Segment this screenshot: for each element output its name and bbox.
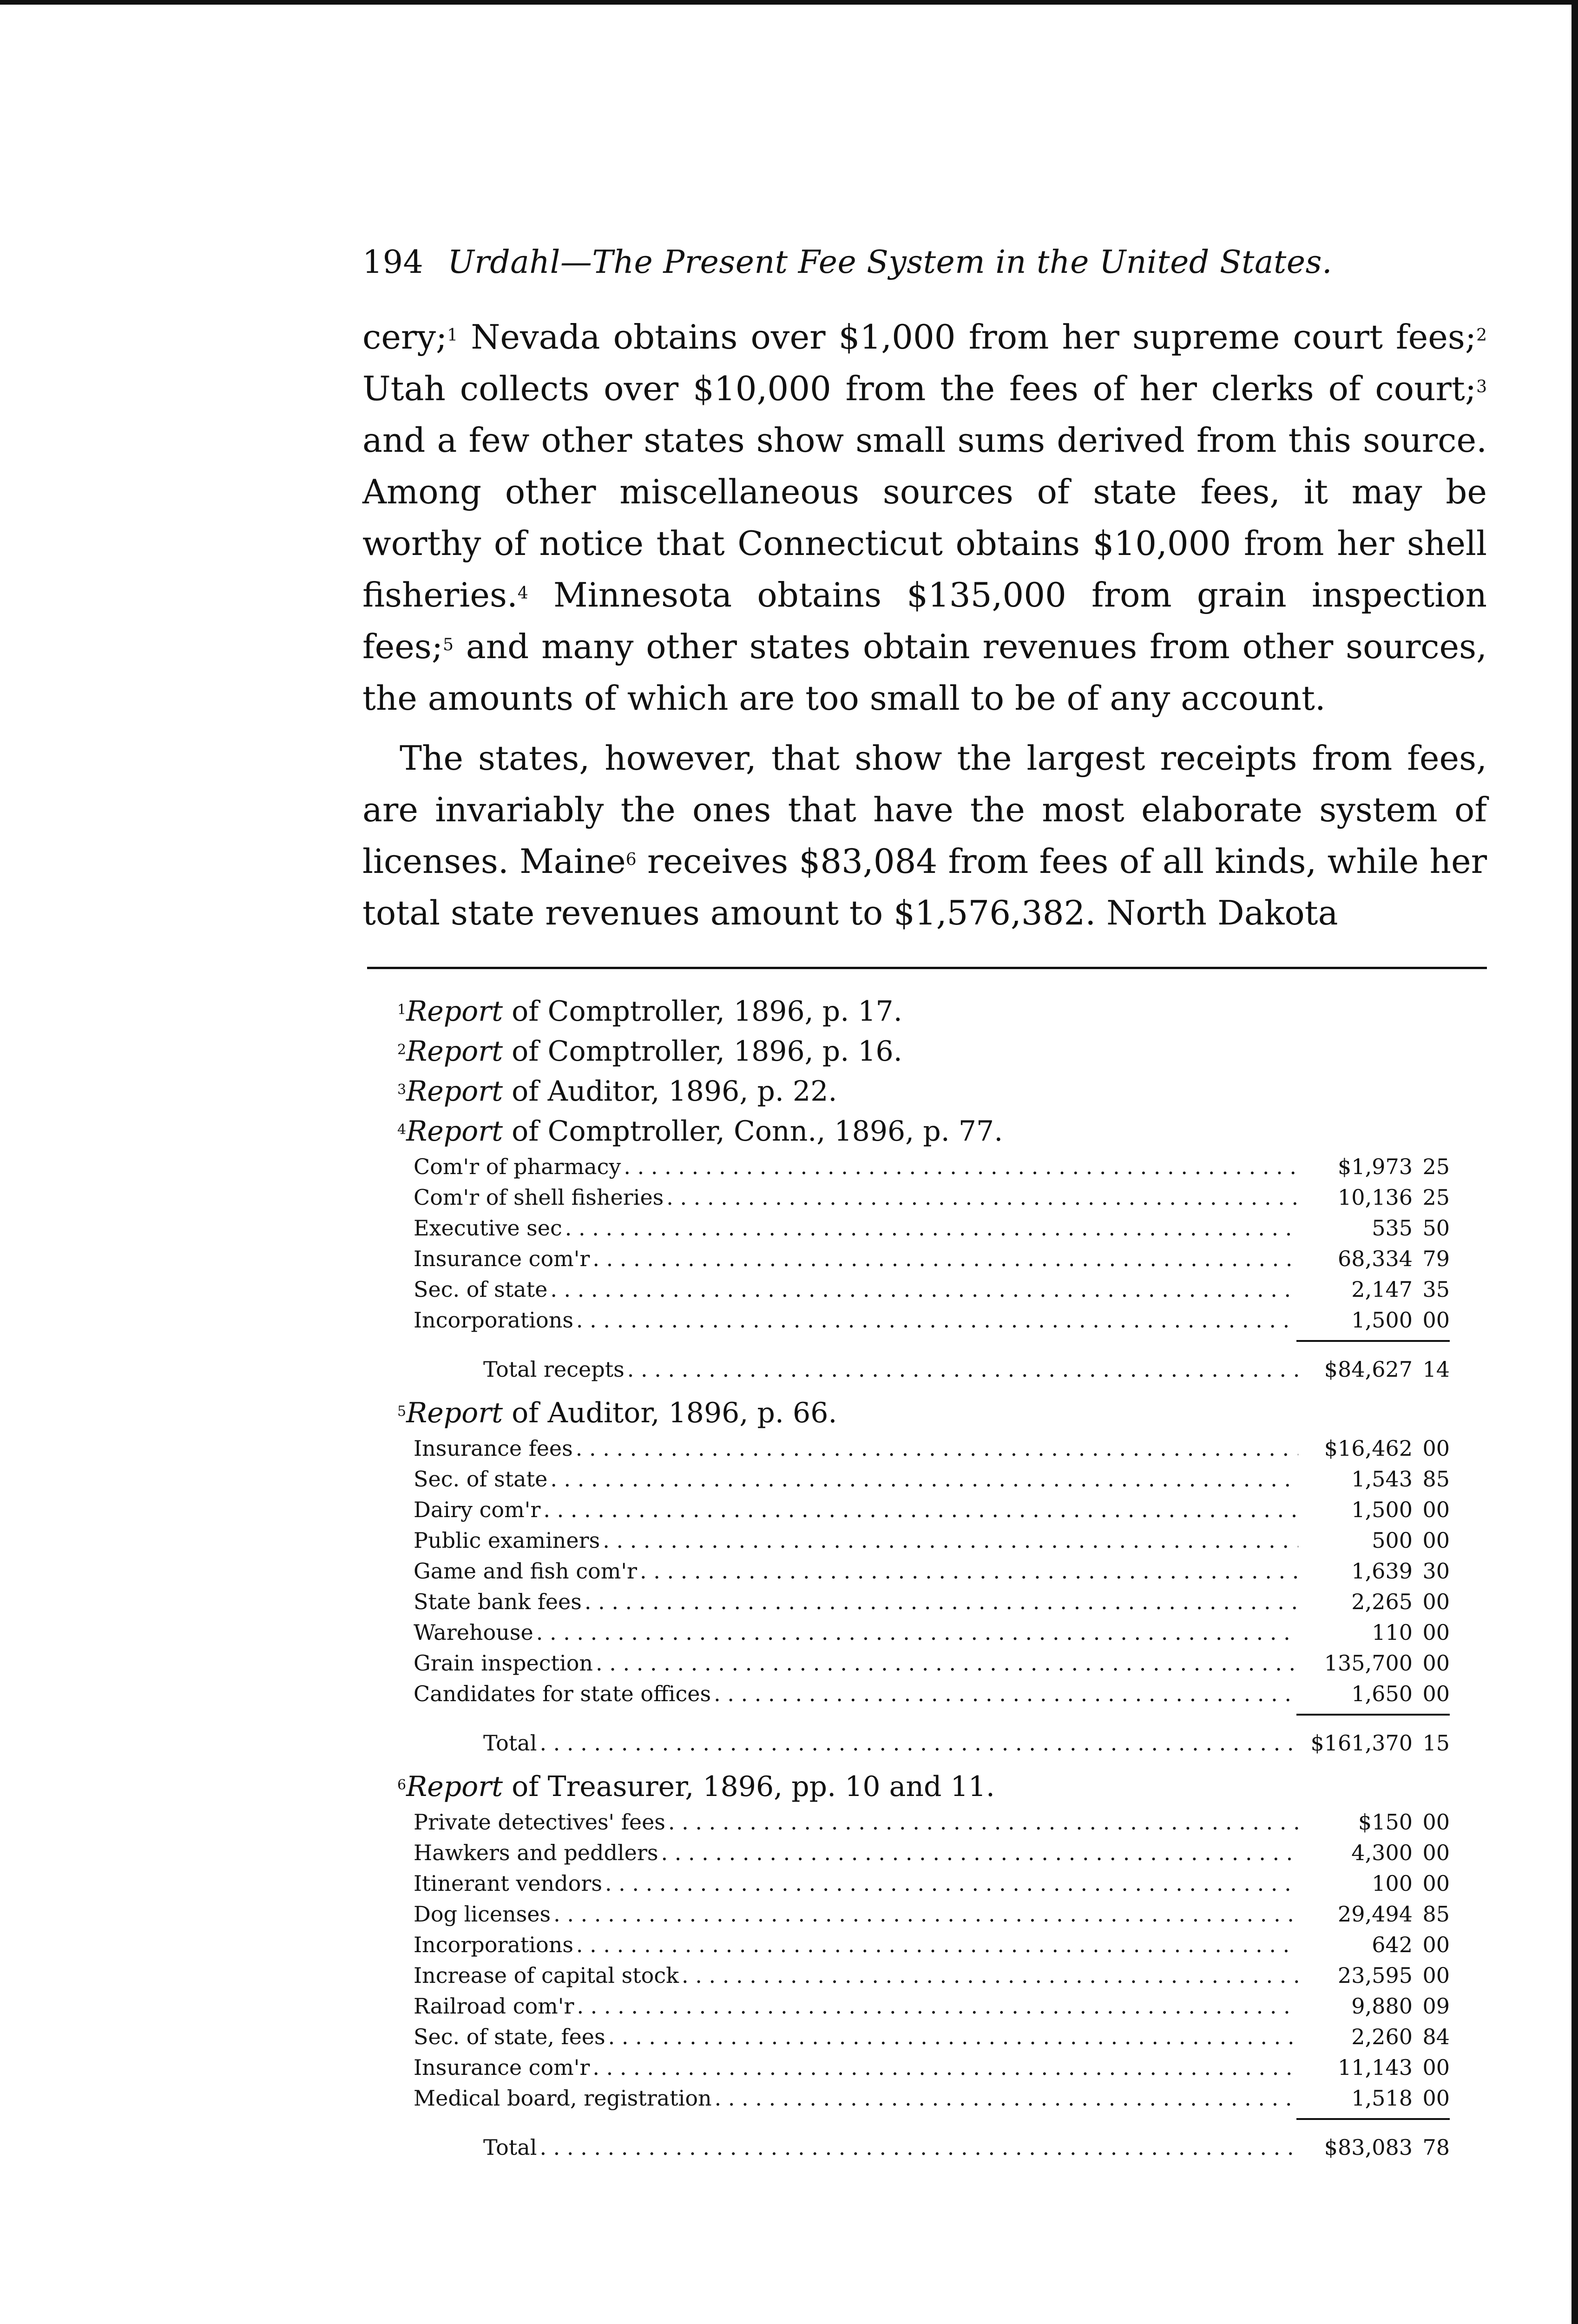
dot-leader (608, 2021, 1298, 2052)
ledger-cents: 50 (1422, 1215, 1450, 1241)
ledger-cents: 85 (1422, 1901, 1450, 1927)
ledger-amount: $16,462 (1324, 1436, 1413, 1461)
dot-leader (539, 2132, 1298, 2163)
dot-leader (624, 1151, 1298, 1182)
ledger-row (414, 1464, 1450, 1494)
footnote-ref: 6 (625, 850, 637, 870)
ledger-cents: 00 (1422, 1681, 1450, 1706)
ledger-label: Dairy com'r (414, 1497, 541, 1522)
ledger-label: Sec. of state (414, 1277, 548, 1302)
footnote-5 (362, 1393, 1487, 1758)
dot-leader (714, 1678, 1298, 1709)
ledger-cents: 85 (1422, 1466, 1450, 1492)
ledger-label: Sec. of state, fees (414, 2024, 605, 2049)
ledger-cents: 35 (1422, 1277, 1450, 1302)
ledger-amount: 9,880 (1351, 1994, 1413, 2019)
ledger-label: Incorporations (414, 1932, 573, 1957)
body-text-run: Minnesota obtains $135,000 from grain inspection fees; (362, 575, 1487, 666)
dot-leader (576, 1929, 1298, 1960)
footnotes (362, 991, 1487, 2163)
body-text-run: The states, however, that show the largest receipts from fees, are invariably the ones that have the most elaborate system of licenses. Maine (362, 739, 1487, 881)
footnote-text: of Comptroller, 1896, p. 17. (503, 995, 902, 1028)
footnote-number: 6 (397, 1777, 407, 1793)
ledger-amount: 1,639 (1351, 1558, 1413, 1584)
ledger-total-amount: $83,083 (1324, 2135, 1413, 2160)
ledger-label: Itinerant vendors (414, 1871, 602, 1896)
ledger-total-row (414, 1354, 1450, 1385)
ledger-amount: 135,700 (1324, 1651, 1413, 1676)
dot-leader (605, 1868, 1298, 1899)
ledger-row (414, 1525, 1450, 1556)
dot-leader (553, 1899, 1298, 1929)
sum-rule (1296, 2118, 1450, 2120)
ledger-cents: 00 (1422, 1840, 1450, 1865)
footnote-report-word: Report (406, 1115, 503, 1148)
ledger-cents: 00 (1422, 1589, 1450, 1614)
ledger-total-amount: $84,627 (1324, 1357, 1413, 1382)
page-number: 194 (362, 244, 424, 281)
footnote-separator (367, 967, 1487, 969)
ledger-cents: 00 (1422, 1871, 1450, 1896)
dot-leader (585, 1586, 1298, 1617)
ledger-amount: 2,265 (1351, 1589, 1413, 1614)
ledger-label: Public examiners (414, 1528, 600, 1553)
ledger-amount: 2,260 (1351, 2024, 1413, 2049)
body-text-run: receives $83,084 from fees of all kinds, while her total state revenues amount to $1,576,382. North Dakota (362, 842, 1487, 932)
ledger-row (414, 2052, 1450, 2083)
ledger-cents: 00 (1422, 1620, 1450, 1645)
ledger-row (414, 1586, 1450, 1617)
footnote-text: of Auditor, 1896, p. 22. (503, 1075, 837, 1108)
footnote-number: 1 (397, 1002, 407, 1018)
ledger-row (414, 1243, 1450, 1274)
footnote-text: of Comptroller, 1896, p. 16. (503, 1035, 902, 1068)
ledger-amount: 110 (1372, 1620, 1413, 1645)
ledger-row (414, 1617, 1450, 1648)
ledger-label: Warehouse (414, 1620, 533, 1645)
ledger-amount: $150 (1358, 1809, 1413, 1835)
ledger-table-5 (414, 1433, 1450, 1758)
dot-leader (596, 1648, 1298, 1678)
ledger-label: Game and fish com'r (414, 1558, 638, 1584)
ledger-amount: 10,136 (1338, 1185, 1413, 1210)
ledger-total-label: Total recepts (483, 1357, 625, 1382)
dot-leader (539, 1728, 1298, 1758)
footnote-ref: 5 (443, 635, 454, 655)
ledger-row (414, 1899, 1450, 1929)
footnote-2 (397, 1031, 1487, 1071)
scan-right-edge (1571, 0, 1578, 2324)
scan-top-edge (0, 0, 1578, 5)
ledger-label: Medical board, registration (414, 2086, 712, 2111)
ledger-total-cents: 78 (1422, 2135, 1450, 2160)
ledger-row (414, 1678, 1450, 1709)
ledger-row (414, 1556, 1450, 1586)
ledger-row (414, 1213, 1450, 1243)
ledger-amount: 100 (1372, 1871, 1413, 1896)
ledger-cents: 25 (1422, 1154, 1450, 1179)
ledger-amount: 4,300 (1351, 1840, 1413, 1865)
ledger-row (414, 1837, 1450, 1868)
ledger-amount: 1,500 (1351, 1307, 1413, 1333)
body-text-run: and a few other states show small sums derived from this source. Among other miscellaneous sources of state fees, it may be worthy of notice that Connecticut obtains $10,000 from her shell fisheries. (362, 421, 1487, 614)
ledger-table-4 (414, 1151, 1450, 1385)
ledger-label: Sec. of state (414, 1466, 548, 1492)
ledger-total-row (414, 2132, 1450, 2163)
footnote-3 (397, 1071, 1487, 1111)
ledger-label: Insurance com'r (414, 2055, 590, 2080)
ledger-cents: 00 (1422, 1963, 1450, 1988)
dot-leader (577, 1991, 1298, 2021)
running-head (362, 242, 1487, 284)
ledger-row (414, 1960, 1450, 1991)
dot-leader (666, 1182, 1298, 1213)
ledger-cents: 84 (1422, 2024, 1450, 2049)
footnote-5-heading (397, 1393, 1487, 1433)
ledger-cents: 79 (1422, 1246, 1450, 1271)
footnote-4-heading (397, 1111, 1487, 1151)
ledger-row (414, 1433, 1450, 1464)
ledger-cents: 00 (1422, 1809, 1450, 1835)
ledger-total-label: Total (483, 1730, 537, 1756)
ledger-row (414, 1151, 1450, 1182)
ledger-label: Com'r of pharmacy (414, 1154, 621, 1179)
footnote-number: 4 (397, 1122, 407, 1138)
ledger-total-cents: 15 (1422, 1730, 1450, 1756)
ledger-cents: 25 (1422, 1185, 1450, 1210)
ledger-label: Dog licenses (414, 1901, 551, 1927)
ledger-row (414, 1868, 1450, 1899)
dot-leader (592, 1243, 1298, 1274)
ledger-label: Increase of capital stock (414, 1963, 679, 1988)
ledger-label: Incorporations (414, 1307, 573, 1333)
dot-leader (715, 2083, 1298, 2113)
dot-leader (543, 1494, 1298, 1525)
footnote-number: 5 (397, 1403, 407, 1419)
ledger-label: Insurance com'r (414, 1246, 590, 1271)
ledger-amount: 500 (1372, 1528, 1413, 1553)
ledger-label: Private detectives' fees (414, 1809, 665, 1835)
ledger-row (414, 2083, 1450, 2113)
ledger-amount: 642 (1372, 1932, 1413, 1957)
footnote-text: of Comptroller, Conn., 1896, p. 77. (503, 1115, 1003, 1148)
footnote-6-heading (397, 1767, 1487, 1807)
body-text-run: cery; (362, 317, 447, 357)
ledger-label: Candidates for state offices (414, 1681, 711, 1706)
ledger-row (414, 1305, 1450, 1335)
ledger-label: State bank fees (414, 1589, 582, 1614)
ledger-amount: 11,143 (1338, 2055, 1413, 2080)
ledger-row (414, 1991, 1450, 2021)
ledger-label: Executive sec (414, 1215, 562, 1241)
ledger-amount: 29,494 (1338, 1901, 1413, 1927)
ledger-amount: 535 (1372, 1215, 1413, 1241)
ledger-table-6 (414, 1807, 1450, 2163)
ledger-label: Railroad com'r (414, 1994, 574, 2019)
dot-leader (668, 1807, 1298, 1837)
footnote-4 (362, 1111, 1487, 1385)
footnote-number: 2 (397, 1042, 407, 1058)
ledger-amount: 1,543 (1351, 1466, 1413, 1492)
footnote-ref: 2 (1476, 326, 1487, 345)
footnote-ref: 4 (517, 584, 528, 603)
footnote-number: 3 (397, 1082, 407, 1098)
ledger-total-cents: 14 (1422, 1357, 1450, 1382)
dot-leader (550, 1274, 1298, 1305)
dot-leader (592, 2052, 1298, 2083)
ledger-amount: 2,147 (1351, 1277, 1413, 1302)
ledger-cents: 00 (1422, 1528, 1450, 1553)
dot-leader (661, 1837, 1298, 1868)
ledger-row (414, 1274, 1450, 1305)
ledger-cents: 09 (1422, 1994, 1450, 2019)
book-page (362, 242, 1487, 2171)
ledger-row (414, 1494, 1450, 1525)
dot-leader (576, 1305, 1298, 1335)
body-text-run: and many other states obtain revenues from other sources, the amounts of which are too small to be of any account. (362, 627, 1487, 718)
body-paragraph-2 (362, 733, 1487, 939)
body-text-run: Utah collects over $10,000 from the fees of her clerks of court; (362, 369, 1477, 408)
ledger-cents: 00 (1422, 2055, 1450, 2080)
ledger-cents: 00 (1422, 1651, 1450, 1676)
dot-leader (640, 1556, 1298, 1586)
sum-rule (1296, 1340, 1450, 1342)
dot-leader (536, 1617, 1298, 1648)
ledger-row (414, 1807, 1450, 1837)
sum-rule (1296, 1714, 1450, 1716)
dot-leader (576, 1433, 1298, 1464)
body-text (362, 311, 1487, 939)
ledger-cents: 00 (1422, 2086, 1450, 2111)
footnote-ref: 3 (1476, 377, 1487, 397)
ledger-cents: 30 (1422, 1558, 1450, 1584)
ledger-cents: 00 (1422, 1307, 1450, 1333)
dot-leader (565, 1213, 1298, 1243)
ledger-label: Com'r of shell fisheries (414, 1185, 664, 1210)
ledger-amount: 1,518 (1351, 2086, 1413, 2111)
footnote-1 (397, 991, 1487, 1031)
dot-leader (550, 1464, 1298, 1494)
ledger-row (414, 2021, 1450, 2052)
footnote-report-word: Report (406, 1397, 503, 1429)
ledger-amount: 1,500 (1351, 1497, 1413, 1522)
dot-leader (627, 1354, 1298, 1385)
footnote-report-word: Report (406, 1035, 503, 1068)
footnote-report-word: Report (406, 1075, 503, 1108)
ledger-amount: 23,595 (1338, 1963, 1413, 1988)
running-title: Urdahl—The Present Fee System in the United States. (447, 244, 1333, 281)
ledger-label: Insurance fees (414, 1436, 573, 1461)
ledger-amount: $1,973 (1338, 1154, 1413, 1179)
ledger-amount: 1,650 (1351, 1681, 1413, 1706)
body-text-run: Nevada obtains over $1,000 from her supreme court fees; (458, 317, 1477, 357)
dot-leader (603, 1525, 1298, 1556)
ledger-row (414, 1182, 1450, 1213)
footnote-6 (362, 1767, 1487, 2163)
footnote-ref: 1 (447, 326, 458, 345)
ledger-row (414, 1929, 1450, 1960)
ledger-total-row (414, 1728, 1450, 1758)
ledger-cents: 00 (1422, 1436, 1450, 1461)
footnote-report-word: Report (406, 1770, 503, 1803)
footnote-text: of Auditor, 1896, p. 66. (503, 1397, 837, 1429)
body-paragraph-1 (362, 311, 1487, 724)
ledger-label: Grain inspection (414, 1651, 593, 1676)
ledger-total-label: Total (483, 2135, 537, 2160)
footnote-text: of Treasurer, 1896, pp. 10 and 11. (503, 1770, 995, 1803)
footnote-report-word: Report (406, 995, 503, 1028)
ledger-cents: 00 (1422, 1497, 1450, 1522)
ledger-total-amount: $161,370 (1310, 1730, 1413, 1756)
ledger-amount: 68,334 (1338, 1246, 1413, 1271)
dot-leader (682, 1960, 1298, 1991)
ledger-label: Hawkers and peddlers (414, 1840, 658, 1865)
ledger-cents: 00 (1422, 1932, 1450, 1957)
ledger-row (414, 1648, 1450, 1678)
